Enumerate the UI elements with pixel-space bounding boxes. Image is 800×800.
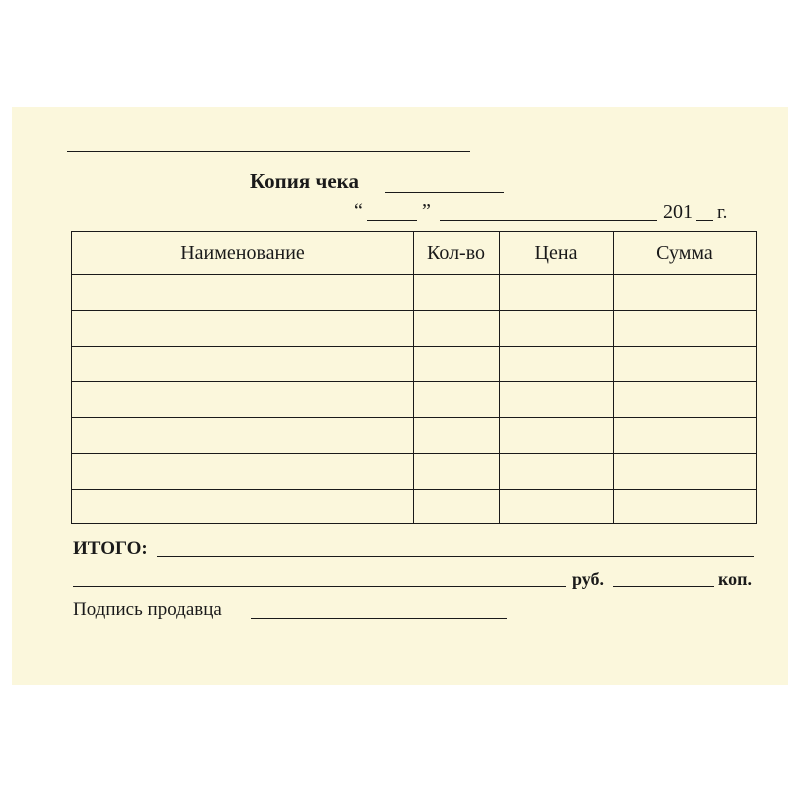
items-table (71, 231, 757, 524)
form-title: Копия чека (250, 169, 359, 193)
signature-line (251, 618, 507, 619)
table-row-divider (72, 453, 756, 454)
date-open-quote: “ (354, 200, 363, 222)
receipt-copy-form (12, 107, 788, 685)
total-line (157, 556, 754, 557)
column-header-price: Цена (534, 241, 578, 264)
month-line (440, 220, 657, 221)
column-header-name: Наименование (180, 241, 305, 264)
column-divider (613, 232, 614, 523)
rubles-label: руб. (572, 569, 605, 589)
table-row-divider (72, 417, 756, 418)
total-label: ИТОГО: (73, 538, 148, 559)
table-row-divider (72, 381, 756, 382)
day-line (367, 220, 417, 221)
kopecks-label: коп. (718, 569, 753, 589)
date-close-quote: ” (422, 200, 431, 222)
receipt-number-line (385, 192, 504, 193)
kopecks-line (613, 586, 714, 587)
rubles-line (73, 586, 566, 587)
year-line (696, 220, 713, 221)
column-header-quantity: Кол-во (426, 241, 486, 264)
year-suffix: г. (717, 202, 728, 223)
year-prefix: 201 (663, 201, 693, 223)
column-header-sum: Сумма (656, 241, 713, 264)
table-row-divider (72, 346, 756, 347)
column-divider (499, 232, 500, 523)
column-divider (413, 232, 414, 523)
table-row-divider (72, 489, 756, 490)
header-blank-line (67, 151, 470, 152)
signature-label: Подпись продавца (73, 599, 222, 620)
table-row-divider (72, 310, 756, 311)
table-row-divider (72, 274, 756, 275)
